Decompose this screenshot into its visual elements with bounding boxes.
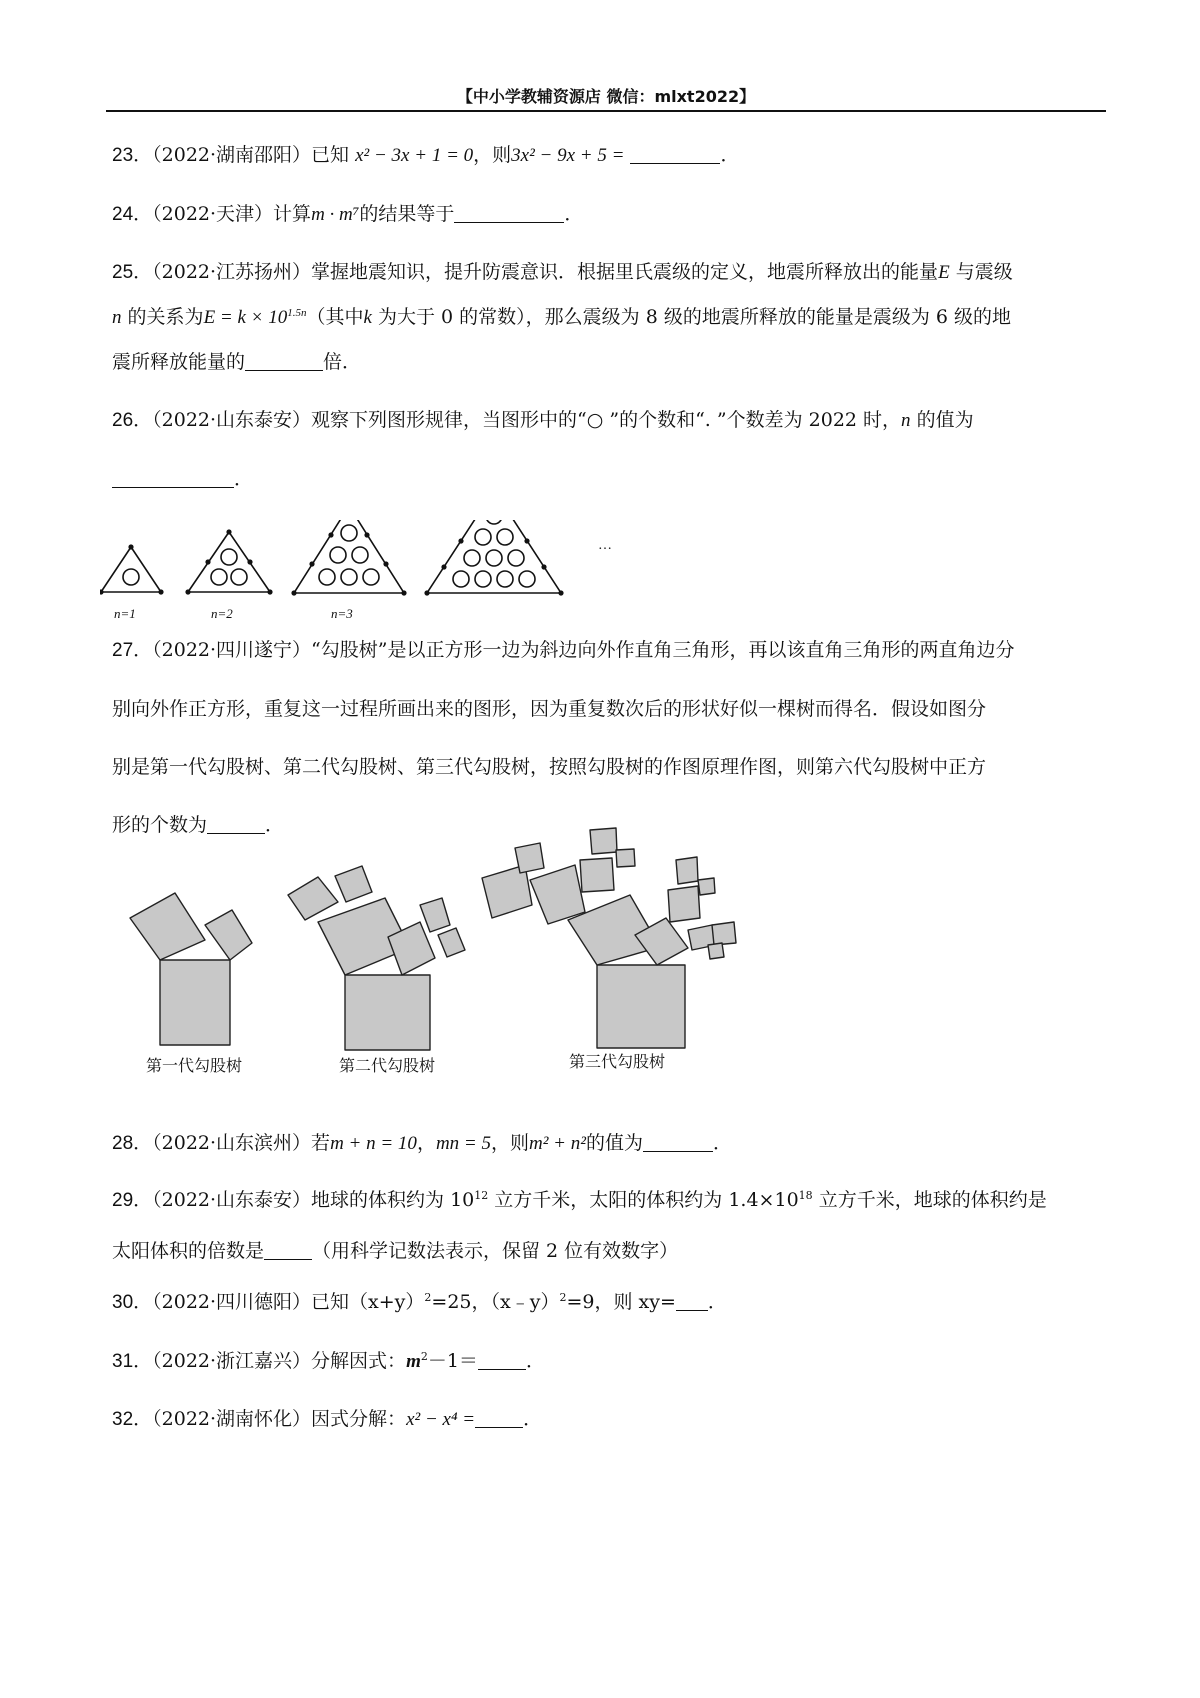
- question-number: 27．: [112, 640, 153, 661]
- question-number: 26．: [112, 410, 153, 431]
- question-source: （2022·湖南怀化）: [152, 1408, 312, 1430]
- answer-blank: [478, 1351, 526, 1370]
- question-source: （2022·四川德阳）: [152, 1291, 312, 1313]
- answer-blank: [245, 352, 323, 371]
- tree2-base-square: [345, 975, 430, 1050]
- question-32: 32．（2022·湖南怀化）因式分解：x² − x⁴ = ．: [112, 1408, 543, 1430]
- question-30: 30．（2022·四川德阳）已知$(x+y)^2=25$，（x﹣y）$^2$=9，则 xy= ．: [112, 1291, 727, 1313]
- question-source: （2022·浙江嘉兴）: [152, 1350, 312, 1372]
- answer-blank: [676, 1292, 708, 1311]
- question-number: 32．: [112, 1409, 153, 1430]
- label-n1: n=1: [114, 606, 136, 621]
- question-source: （2022·四川遂宁）: [152, 639, 312, 661]
- pythagoras-tree-figure: [120, 820, 760, 1090]
- caption-gen3: 第三代勾股树: [569, 1054, 666, 1071]
- expression: m · m⁷: [311, 204, 360, 225]
- question-number: 28．: [112, 1133, 153, 1154]
- answer-blank: [630, 145, 720, 164]
- answer-blank: [643, 1133, 713, 1152]
- caption-gen1: 第一代勾股树: [146, 1058, 243, 1075]
- equation: x² − 3x + 1 = 0: [355, 145, 474, 166]
- question-24: 24．（2022·天津）计算m · m⁷的结果等于 ．: [112, 203, 584, 225]
- question-23: 23．（2022·湖南邵阳）已知 x² − 3x + 1 = 0，则3x² − 9x + 5 = ．: [112, 144, 740, 166]
- question-31: 31．（2022·浙江嘉兴）分解因式：$m^2-1=$ ．: [112, 1350, 545, 1372]
- triangle-n4: [427, 520, 561, 593]
- question-number: 23．: [112, 145, 153, 166]
- question-number: 29．: [112, 1190, 153, 1211]
- tree3-base-square: [597, 965, 685, 1048]
- question-26: 26．（2022·山东泰安）观察下列图形规律，当图形中的“○ ”的个数和“. ”个数差为 2022 时，n 的值为 ．: [112, 409, 974, 490]
- expression: 3x² − 9x + 5 =: [511, 145, 625, 166]
- page-header: 【中小学教辅资源店 微信：mlxt2022】: [456, 87, 756, 106]
- header-divider: [106, 110, 1106, 112]
- answer-blank: [264, 1241, 312, 1260]
- formula: E = k × 10: [203, 307, 288, 328]
- label-n3: n=3: [331, 606, 353, 621]
- question-source: （2022·江苏扬州）: [152, 261, 312, 283]
- question-source: （2022·山东泰安）: [152, 409, 312, 431]
- question-source: （2022·山东泰安）: [152, 1189, 312, 1211]
- question-number: 31．: [112, 1351, 153, 1372]
- answer-blank: [112, 469, 234, 488]
- question-number: 30．: [112, 1292, 153, 1313]
- question-source: （2022·天津）: [152, 203, 274, 225]
- question-number: 25．: [112, 262, 153, 283]
- label-n2: n=2: [211, 606, 233, 621]
- question-29: 29．（2022·山东泰安）地球的体积约为 $10^{12}$ 立方千米，太阳的体积约为 $1.4\times 10^{18}$ 立方千米，地球的体积约是 太阳体积的倍数是 （用科学记数法表示，保留 2 位有效数字）: [112, 1189, 1047, 1262]
- question-source: （2022·湖南邵阳）: [152, 144, 312, 166]
- triangle-n3: [294, 520, 404, 593]
- expression: x² − x⁴ =: [406, 1409, 476, 1430]
- triangle-n2: [188, 532, 270, 592]
- question-number: 24．: [112, 204, 153, 225]
- question-27: 27．（2022·四川遂宁）“勾股树”是以正方形一边为斜边向外作直角三角形，再以该直角三角形的两直角边分 别向外作正方形，重复这一过程所画出来的图形，因为重复数次后的形状好似一棵树而得名．假设如图分 别是第一代勾股树、第二代勾股树、第三代勾股树，按照勾股树的作图原理作图，则第六代勾股树中正方 形的个数为 ．: [112, 639, 1015, 836]
- caption-gen2: 第二代勾股树: [339, 1058, 436, 1075]
- answer-blank: [475, 1409, 523, 1428]
- tree1-base-square: [160, 960, 230, 1045]
- ellipsis: …: [598, 538, 612, 553]
- question-source: （2022·山东滨州）: [152, 1132, 312, 1154]
- question-25: 25．（2022·江苏扬州）掌握地震知识，提升防震意识．根据里氏震级的定义，地震所释放出的能量E 与震级 n 的关系为$E = k \times 10^{1.5n}$（其中k 为大于 0 的常数），那么震级为 8 级的地震所释放的能量是震级为 6 级的地 震所释放能量的 倍．: [112, 261, 1013, 373]
- answer-blank: [454, 204, 564, 223]
- question-28: 28．（2022·山东滨州）若m + n = 10，mn = 5，则m² + n²的值为 ．: [112, 1132, 732, 1154]
